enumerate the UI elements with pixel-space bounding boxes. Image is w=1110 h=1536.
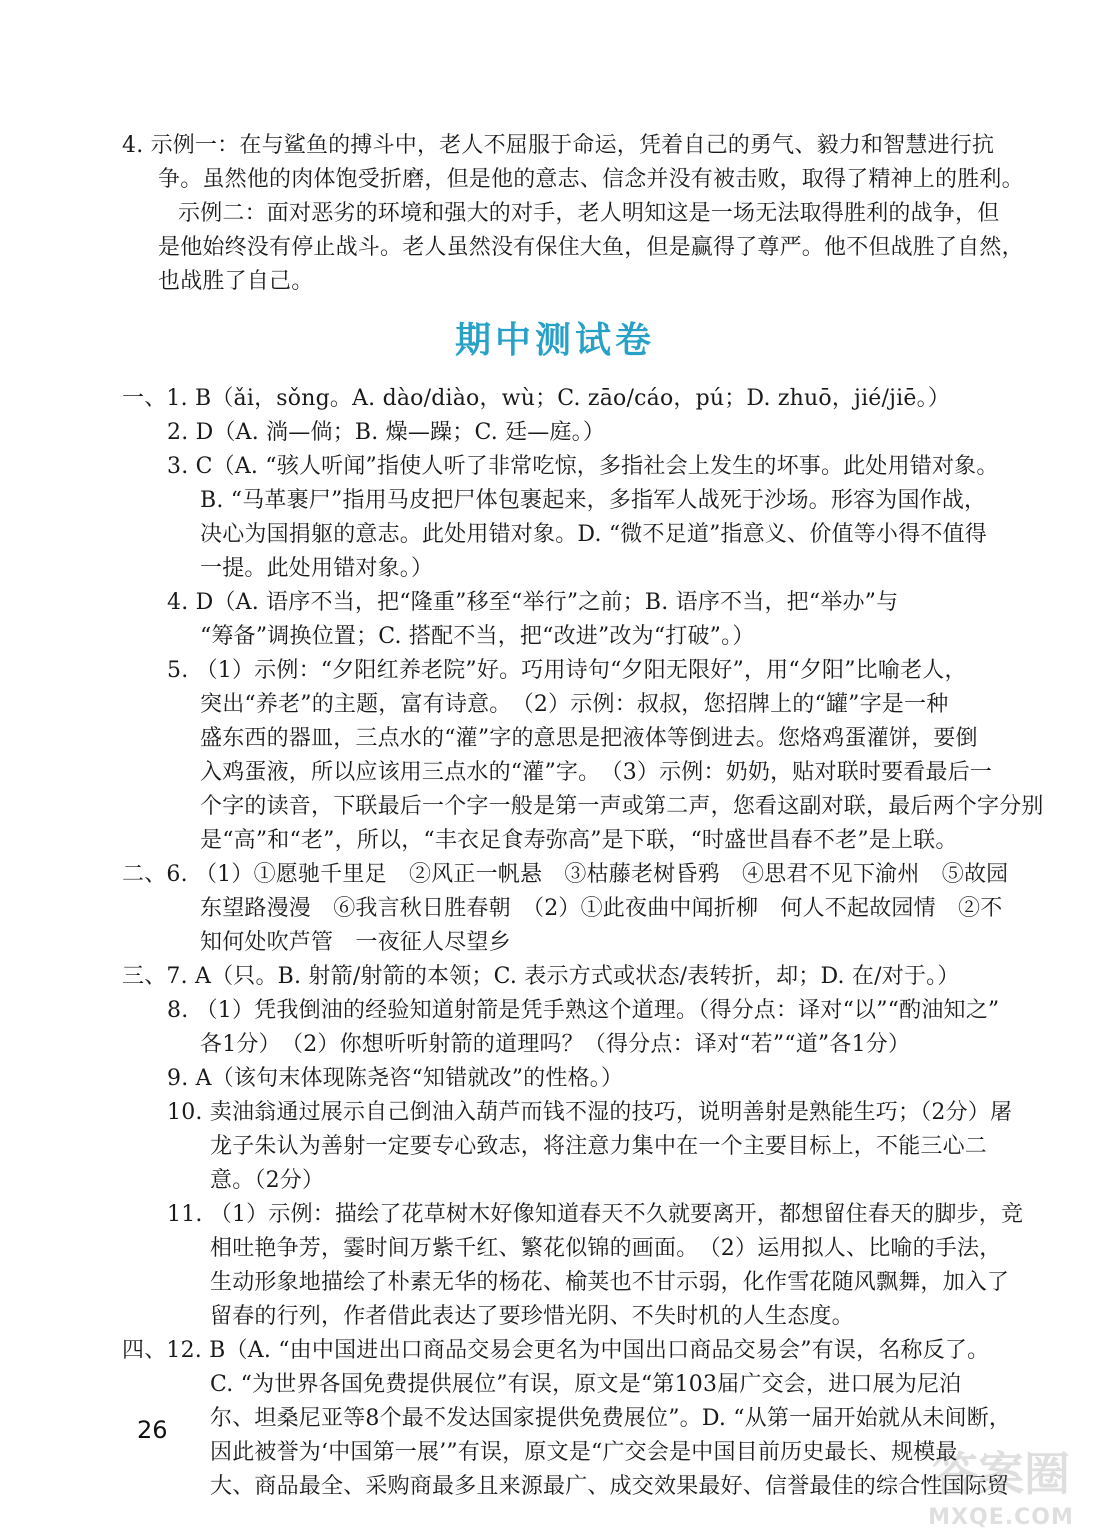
text-line: 入鸡蛋液，所以应该用三点水的“灌”字。 （3）示例：奶奶，贴对联时要看最后一 xyxy=(200,760,993,785)
text-line: 5. （1）示例：“夕阳红养老院”好。巧用诗句“夕阳无限好”，用“夕阳”比喻老人， xyxy=(167,658,967,683)
text-line: 东望路漫漫 ⑥我言秋日胜春朝 （2）①此夜曲中闻折柳 何人不起故园情 ②不 xyxy=(200,896,1003,921)
text-line: 二、6. （1）①愿驰千里足 ②风正一帆悬 ③枯藤老树昏鸦 ④思君不见下渝州 ⑤故园 xyxy=(122,862,1009,887)
text-line: 争。虽然他的肉体饱受折磨，但是他的意志、信念并没有被击败，取得了精神上的胜利。 xyxy=(158,167,1024,192)
text-line: 11. （1）示例：描绘了花草树木好像知道春天不久就要离开，都想留住春天的脚步，竞 xyxy=(167,1202,1024,1227)
watermark-logo xyxy=(906,1438,1096,1530)
text-line: 是他始终没有停止战斗。老人虽然没有保住大鱼，但是赢得了尊严。他不但战胜了自然， xyxy=(158,235,1024,260)
text-line: 相吐艳争芳，霎时间万紫千红、繁花似锦的画面。 （2）运用拟人、比喻的手法， xyxy=(210,1236,1002,1261)
text-line: 个字的读音，下联最后一个字一般是第一声或第二声，您看这副对联，最后两个字分别 xyxy=(200,794,1044,819)
text-line: 3. C（A. “骇人听闻”指使人听了非常吃惊，多指社会上发生的坏事。此处用错对象。 xyxy=(167,454,999,479)
text-line: 意。（2分） xyxy=(210,1168,325,1193)
text-line: 10. 卖油翁通过展示自己倒油入葫芦而钱不湿的技巧，说明善射是熟能生巧；（2分）屠 xyxy=(167,1100,1013,1125)
text-line: 一、1. B（ǎi，sǒng。A. dào/diào，wù；C. zāo/cáo，pú；D. zhuō，jié/jiē。） xyxy=(122,386,951,411)
text-line: 9. A（该句末体现陈尧咨“知错就改”的性格。） xyxy=(167,1066,624,1091)
text-line: 留春的行列，作者借此表达了要珍惜光阴、不失时机的人生态度。 xyxy=(210,1304,854,1329)
watermark-title: 答案圈 xyxy=(932,1447,1070,1501)
text-line: 各1分） （2）你想听听射箭的道理吗？（得分点：译对“若”“道”各1分） xyxy=(200,1032,911,1057)
text-line: C. “为世界各国免费提供展位”有误，原文是“第103届广交会，进口展为尼泊 xyxy=(210,1372,962,1397)
watermark-url: MXQE.COM xyxy=(928,1505,1074,1530)
text-line: 知何处吹芦管 一夜征人尽望乡 xyxy=(200,930,511,955)
section-title: 期中测试卷 xyxy=(454,320,655,361)
text-line: 决心为国捐躯的意志。此处用错对象。D. “微不足道”指意义、价值等小得不值得 xyxy=(200,522,987,547)
text-line: 4. 示例一：在与鲨鱼的搏斗中，老人不屈服于命运，凭着自己的勇气、毅力和智慧进行抗 xyxy=(122,133,995,158)
text-line: 2. D（A. 淌—倘；B. 燥—躁；C. 廷—庭。） xyxy=(167,420,606,445)
page-number: 26 xyxy=(137,1416,168,1444)
text-line: “筹备”调换位置；C. 搭配不当，把“改进”改为“打破”。） xyxy=(200,624,755,649)
text-line: B. “马革裹尸”指用马皮把尸体包裹起来，多指军人战死于沙场。形容为国作战， xyxy=(200,488,987,513)
text-line: 突出“养老”的主题，富有诗意。 （2）示例：叔叔，您招牌上的“罐”字是一种 xyxy=(200,692,949,717)
text-line: 三、7. A（只。B. 射箭/射箭的本领；C. 表示方式或状态/表转折，却；D. 在/对于。） xyxy=(122,964,960,989)
text-line: 示例二：面对恶劣的环境和强大的对手，老人明知这是一场无法取得胜利的战争，但 xyxy=(178,201,1000,226)
text-line: 盛东西的器皿，三点水的“灌”字的意思是把液体等倒进去。您烙鸡蛋灌饼，要倒 xyxy=(200,726,978,751)
text-line: 四、12. B（A. “由中国进出口商品交易会更名为中国出口商品交易会”有误，名称反了。 xyxy=(122,1338,990,1363)
text-line: 龙子朱认为善射一定要专心致志，将注意力集中在一个主要目标上，不能三心二 xyxy=(210,1134,988,1159)
text-line: 是“高”和“老”，所以，“丰衣足食寿弥高”是下联，“时盛世昌春不老”是上联。 xyxy=(200,828,958,853)
text-line: 4. D（A. 语序不当，把“隆重”移至“举行”之前；B. 语序不当，把“举办”与 xyxy=(167,590,899,615)
text-line: 一提。此处用错对象。） xyxy=(200,556,434,581)
text-line: 因此被誉为‘中国第一展’”有误，原文是“广交会是中国目前历史最长、规模最 xyxy=(210,1440,958,1465)
text-line: 8. （1）凭我倒油的经验知道射箭是凭手熟这个道理。（得分点：译对“以”“酌油知之” xyxy=(167,998,1000,1023)
text-line: 生动形象地描绘了朴素无华的杨花、榆荚也不甘示弱，化作雪花随风飘舞，加入了 xyxy=(210,1270,1010,1295)
text-line: 也战胜了自己。 xyxy=(158,269,314,294)
text-line: 大、商品最全、采购商最多且来源最广、成交效果最好、信誉最佳的综合性国际贸 xyxy=(210,1474,1010,1499)
text-line: 尔、坦桑尼亚等8个最不发达国家提供免费展位”。D. “从第一届开始就从未间断， xyxy=(210,1406,1012,1431)
